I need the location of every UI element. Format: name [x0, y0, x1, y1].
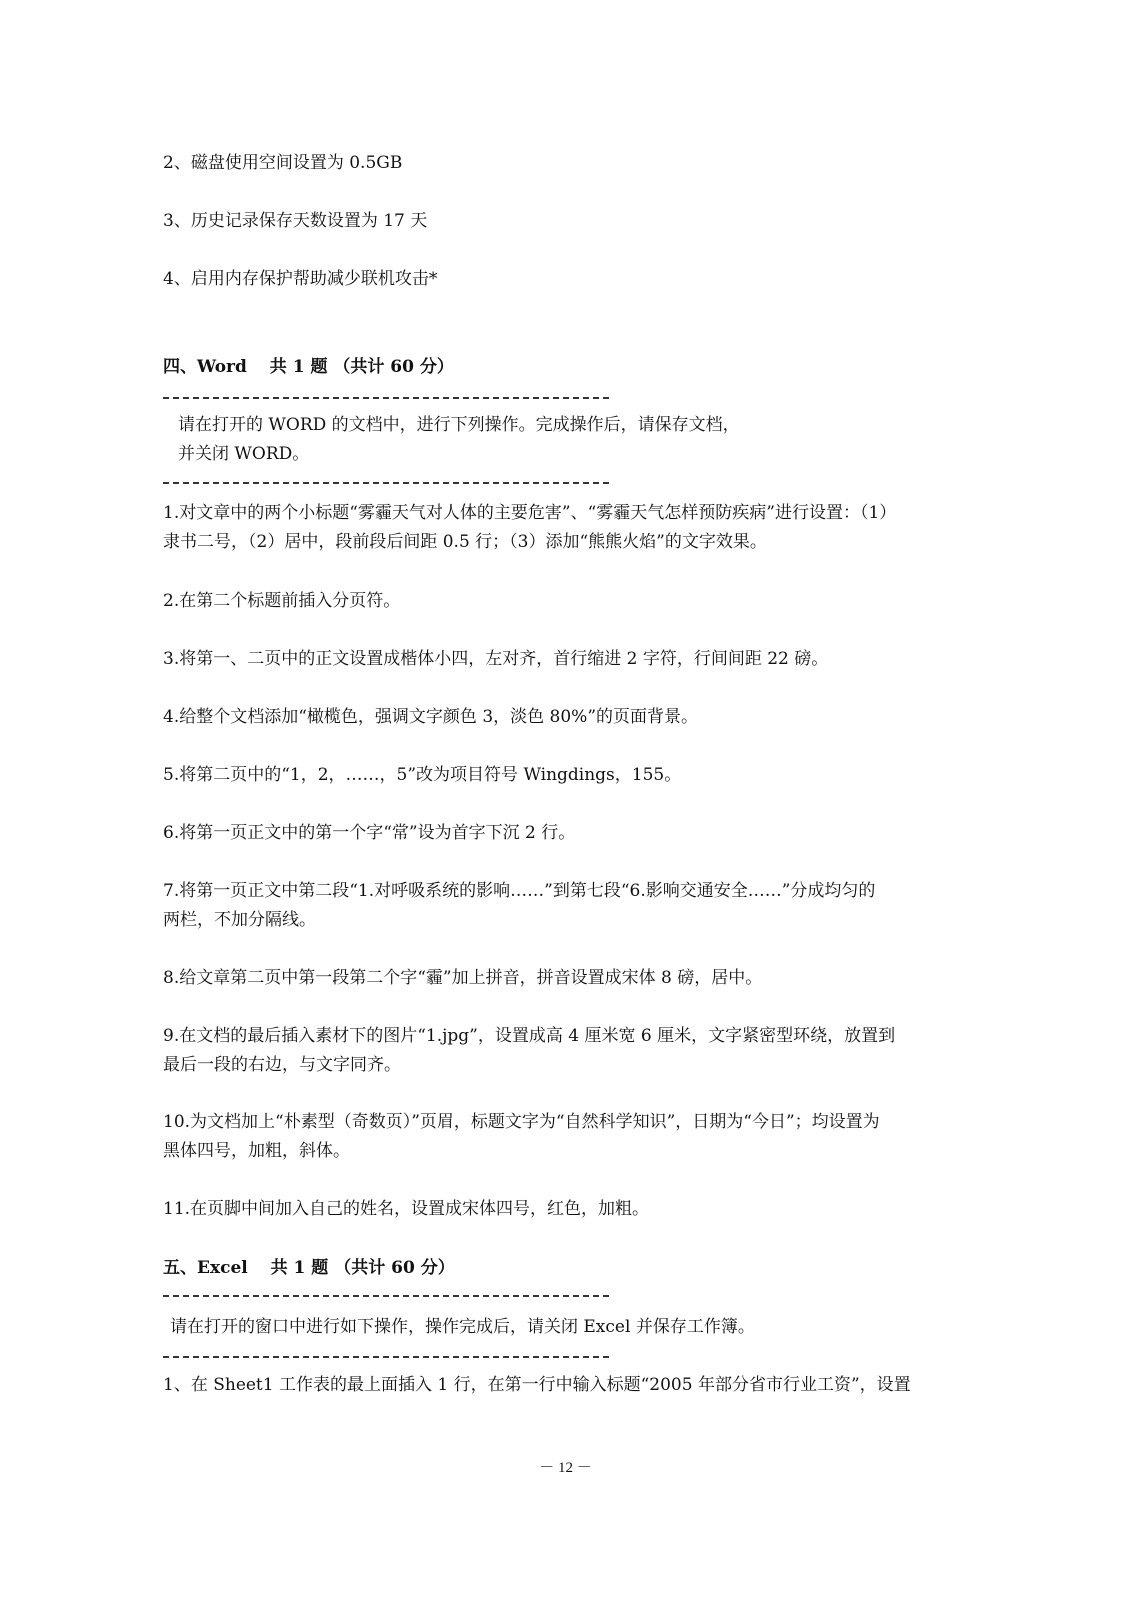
task-item: 10.为文档加上“朴素型（奇数页）”页眉，标题文字为“自然科学知识”，日期为“今日”；均设置为: [163, 1112, 880, 1132]
divider: [163, 1356, 609, 1358]
task-item: 9.在文档的最后插入素材下的图片“1.jpg”，设置成高 4 厘米宽 6 厘米，文字紧密型环绕，放置到: [163, 1026, 896, 1046]
section-heading-word: 四、Word 共 1 题 （共计 60 分）: [163, 357, 454, 377]
divider: [163, 1295, 609, 1297]
divider: [163, 482, 609, 484]
task-item: 11.在页脚中间加入自己的姓名，设置成宋体四号，红色，加粗。: [163, 1199, 650, 1219]
instruction-text: 请在打开的窗口中进行如下操作，操作完成后，请关闭 Excel 并保存工作簿。: [170, 1317, 755, 1337]
divider: [163, 397, 609, 399]
task-item-continued: 隶书二号，（2）居中，段前段后间距 0.5 行；（3）添加“熊熊火焰”的文字效果。: [163, 532, 767, 552]
task-item: 8.给文章第二页中第一段第二个字“霾”加上拼音，拼音设置成宋体 8 磅，居中。: [163, 968, 763, 988]
task-item-continued: 最后一段的右边，与文字同齐。: [163, 1055, 401, 1075]
task-item-continued: 两栏，不加分隔线。: [163, 910, 316, 930]
task-item-continued: 黑体四号，加粗，斜体。: [163, 1141, 350, 1161]
task-item: 4.给整个文档添加“橄榄色，强调文字颜色 3，淡色 80%”的页面背景。: [163, 707, 699, 727]
task-item: 7.将第一页正文中第二段“1.对呼吸系统的影响……”到第七段“6.影响交通安全……”分成均匀的: [163, 881, 876, 901]
list-item: 4、启用内存保护帮助减少联机攻击*: [163, 269, 438, 289]
task-item: 1.对文章中的两个小标题“雾霾天气对人体的主要危害”、“雾霾天气怎样预防疾病”进行设置：（1）: [163, 503, 897, 523]
instruction-text: 请在打开的 WORD 的文档中，进行下列操作。完成操作后，请保存文档，: [178, 415, 740, 435]
task-item: 1、在 Sheet1 工作表的最上面插入 1 行，在第一行中输入标题“2005 年部分省市行业工资”，设置: [163, 1375, 911, 1395]
instruction-text: 并关闭 WORD。: [178, 444, 310, 464]
list-item: 3、历史记录保存天数设置为 17 天: [163, 211, 428, 231]
task-item: 2.在第二个标题前插入分页符。: [163, 591, 401, 611]
page-number: － 12 －: [539, 1460, 592, 1476]
task-item: 5.将第二页中的“1，2，……，5”改为项目符号 Wingdings，155。: [163, 765, 682, 785]
list-item: 2、磁盘使用空间设置为 0.5GB: [163, 153, 403, 173]
task-item: 6.将第一页正文中的第一个字“常”设为首字下沉 2 行。: [163, 823, 576, 843]
task-item: 3.将第一、二页中的正文设置成楷体小四，左对齐，首行缩进 2 字符，行间间距 22 磅。: [163, 649, 829, 669]
section-heading-excel: 五、Excel 共 1 题 （共计 60 分）: [163, 1258, 455, 1278]
